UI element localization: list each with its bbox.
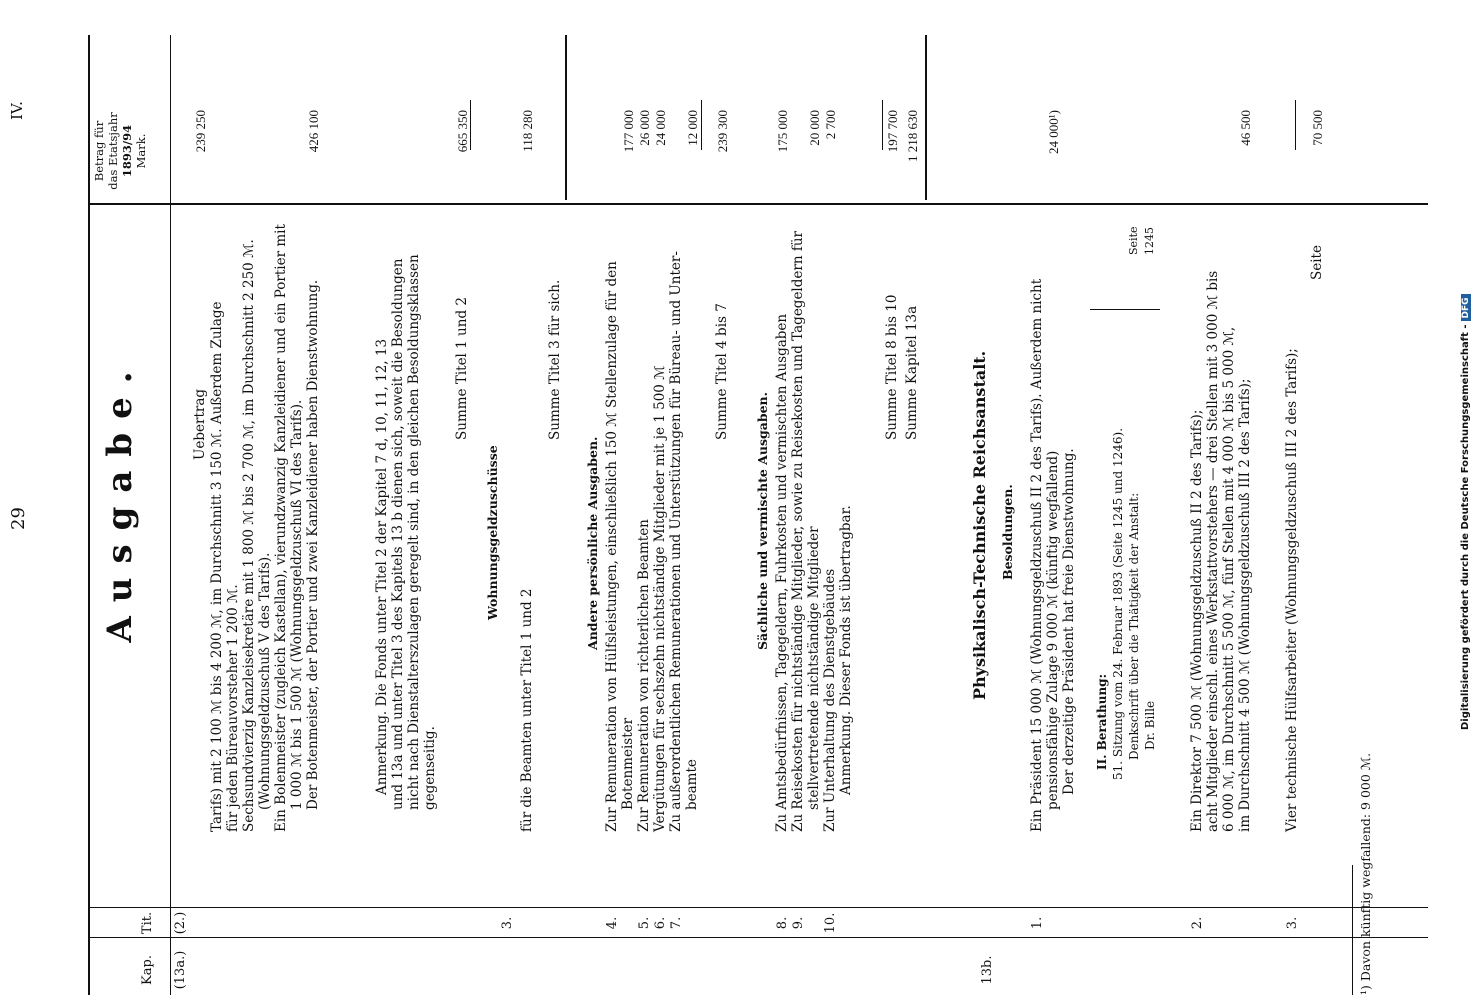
summe-titel-8-10: Summe Titel 8 bis 10	[884, 294, 900, 440]
sum-rule-1	[470, 100, 471, 150]
line-huelfsarbeiter: Vier technische Hülfsarbeiter (Wohnungsgeldzuschuß III 2 des Tarifs);	[1284, 348, 1300, 832]
amount-175000: 175 000	[775, 110, 790, 153]
amount-2700: 2 700	[823, 110, 838, 140]
tit-3b: 3.	[1285, 916, 1300, 930]
text-amount-divider	[88, 203, 1428, 205]
line-verguetungen: Vergütungen für sechszehn nichtständige Mitglieder mit je 1 500 ℳ	[652, 365, 668, 832]
page-number: 29	[8, 507, 29, 530]
kap-tit-divider	[88, 937, 1428, 938]
line-bureauvorsteher: für jeden Büreauvorsteher 1 200 ℳ.	[225, 584, 241, 832]
line-remuneration-huelfsleistungen: Zur Remuneration von Hülfsleistungen, einschließlich 150 ℳ Stellenzulage für den	[604, 261, 620, 832]
line-durchschnitt-4500: im Durchschnitt 4 500 ℳ (Wohnungsgeldzuschuß III 2 des Tarifs);	[1237, 378, 1253, 832]
amount-239300: 239 300	[715, 110, 730, 153]
line-anmerkung-2: und 13a und unter Titel 3 des Kapitels 13 b dienen sich, soweit die Besoldungen	[390, 258, 406, 810]
dfg-logo: DFG	[1461, 294, 1471, 321]
footnote-rule	[1352, 865, 1353, 995]
heading-wohnungsgeld: Wohnungsgeldzuschüsse	[485, 445, 500, 620]
line-richterliche-beamte: Zur Remuneration von richterlichen Beamten	[636, 519, 652, 832]
line-dienstwohnung: Der Botenmeister, der Portier und zwei Kanzleidiener haben Dienstwohnung.	[305, 279, 321, 810]
line-stellvertretende: stellvertretende nichtständige Mitglieder	[806, 526, 822, 810]
line-tarifs: Tarifs) mit 2 100 ℳ bis 4 200 ℳ, im Durchschnitt 3 150 ℳ. Außerdem Zulage	[209, 301, 225, 832]
sum-rule-3	[701, 100, 702, 150]
summe-kapitel-13a: Summe Kapitel 13a	[904, 305, 920, 440]
line-reisekosten: Zu Reisekosten für nichtständige Mitglieder, sowie zu Reisekosten und Tagegeldern für	[790, 231, 806, 832]
heading-besoldungen: Besoldungen.	[1000, 484, 1015, 580]
summe-titel-1-2: Summe Titel 1 und 2	[454, 297, 470, 440]
line-wohnungsgeld-vi: 1 000 ℳ bis 1 500 ℳ (Wohnungsgeldzuschuß VI des Tarifs).	[289, 399, 305, 810]
line-dr-bille: Dr. Bille	[1143, 700, 1157, 750]
seite-label: Seite	[1127, 226, 1140, 255]
tit-9: 9.	[791, 916, 806, 930]
line-sitzung: 51. Sitzung vom 24. Februar 1893 (Seite 1245 und 1246).	[1111, 427, 1125, 780]
col-tit-header: Tit.	[140, 911, 155, 935]
seite-1245: 1245	[1143, 227, 1156, 255]
roman-marker: IV.	[8, 101, 26, 120]
frame-top	[88, 35, 90, 995]
amount-24000-note: 24 000¹)	[1046, 110, 1061, 154]
line-anmerkung-1: Anmerkung. Die Fonds unter Titel 2 der Kapitel 7 d, 10, 11, 12, 13	[374, 338, 390, 795]
heading-andere-ausgaben: Andere persönliche Ausgaben.	[585, 436, 600, 650]
line-beamte: beamte	[684, 759, 700, 810]
sum-rule-2	[565, 35, 567, 200]
amount-12000: 12 000	[685, 110, 700, 146]
line-praesident: Ein Präsident 15 000 ℳ (Wohnungsgeldzuschuß II 2 des Tarifs). Außerdem nicht	[1029, 278, 1045, 832]
amount-118280: 118 280	[520, 110, 535, 152]
line-ausserordentliche: Zu außerordentlichen Remunerationen und Unterstützungen für Büreau- und Unter-	[668, 251, 684, 832]
sum-rule-6	[1295, 100, 1296, 150]
amount-46500: 46 500	[1238, 110, 1253, 146]
summe-titel-3: Summe Titel 3 für sich.	[547, 279, 563, 440]
col-betrag-header: Betrag für das Etatsjahr 1893/94 Mark.	[92, 112, 148, 190]
tit-7: 7.	[669, 916, 684, 930]
tit-8: 8.	[775, 916, 790, 930]
heading-saechliche: Sächliche und vermischte Ausgaben.	[755, 392, 770, 650]
sum-rule-4	[882, 100, 883, 150]
footnote: ¹) Davon künftig wegfallend: 9 000 ℳ.	[1358, 752, 1373, 995]
line-anmerkung-uebertragbar: Anmerkung. Dieser Fonds ist übertragbar.	[838, 505, 854, 795]
line-berathung: II. Berathung:	[1095, 674, 1109, 770]
amount-1218630: 1 218 630	[905, 110, 920, 162]
line-beamte-titel-1-2: für die Beamten unter Titel 1 und 2	[519, 588, 535, 832]
kap-13a: (13a.)	[173, 950, 188, 990]
dfg-attribution: Digitalisierung gefördert durch die Deutsche Forschungsgemeinschaft -DFG	[1460, 294, 1471, 730]
berathung-bracket	[1090, 309, 1160, 310]
line-anmerkung-4: gegenseitig.	[422, 726, 438, 810]
line-botenmeister: Ein Bolenmeister (zugleich Kastellan), vierundzwanzig Kanzleidiener und ein Portier mit	[273, 224, 289, 832]
line-kanzleisekretaere: Sechsundvierzig Kanzleisekretäre mit 1 800 ℳ bis 2 700 ℳ, im Durchschnitt 2 250 ℳ.	[241, 239, 257, 832]
amount-24000: 24 000	[653, 110, 668, 146]
seite-footer-label: Seite	[1309, 245, 1325, 280]
kap-13b: 13b.	[980, 955, 995, 985]
line-dienstgebaeude: Zur Unterhaltung des Dienstgebäudes	[822, 568, 838, 832]
frame-head-line	[170, 35, 171, 995]
sum-rule-5	[925, 35, 927, 200]
tit-5: 5.	[637, 916, 652, 930]
amount-177000: 177 000	[621, 110, 636, 153]
col-kap-header: Kap.	[140, 955, 155, 985]
ausgabe-heading: Ausgabe.	[100, 357, 140, 643]
tit-6: 6.	[653, 916, 668, 930]
heading-reichsanstalt: Physikalisch-Technische Reichsanstalt.	[970, 350, 989, 700]
tit-4: 4.	[605, 916, 620, 930]
line-durchschnitt-5500: 6 000 ℳ, im Durchschnitt 5 500 ℳ, fünf Stellen mit 4 000 ℳ bis 5 000 ℳ,	[1221, 326, 1237, 832]
line-amtsbeduerfnisse: Zu Amtsbedürfnissen, Tagegeldern, Fuhrkosten und vermischten Ausgaben	[774, 313, 790, 832]
tit-1: 1.	[1030, 916, 1045, 930]
line-wohnungsgeld-v: (Wohnungsgeldzuschuß V des Tarifs).	[257, 552, 273, 810]
line-botenmeister-2: Botenmeister	[620, 717, 636, 810]
line-freie-dienstwohnung: Der derzeitige Präsident hat freie Dienstwohnung.	[1061, 448, 1077, 795]
tit-10: 10.	[823, 912, 838, 934]
line-denkschrift: Denkschrift über die Thätigkeit der Anstalt:	[1127, 492, 1141, 760]
amount-70500: 70 500	[1310, 110, 1325, 146]
amount-426100: 426 100	[306, 110, 321, 153]
amount-665350: 665 350	[455, 110, 470, 153]
summe-titel-4-7: Summe Titel 4 bis 7	[714, 303, 730, 440]
tit-text-divider	[88, 907, 1428, 908]
amount-20000: 20 000	[807, 110, 822, 146]
tit-2b: 2.	[1190, 916, 1205, 930]
amount-197700: 197 700	[885, 110, 900, 153]
amount-26000: 26 000	[637, 110, 652, 146]
uebertrag-label: Uebertrag	[192, 388, 208, 460]
line-zulage: pensionsfähige Zulage 9 000 ℳ (künftig wegfallend)	[1045, 450, 1061, 810]
line-anmerkung-3: nicht nach Dienstalterszulagen geregelt sind, in den gleichen Besoldungsklassen	[406, 254, 422, 810]
amount-uebertrag: 239 250	[193, 110, 208, 153]
tit-2: (2.)	[173, 911, 188, 935]
tit-3: 3.	[500, 916, 515, 930]
line-direktor: Ein Direktor 7 500 ℳ (Wohnungsgeldzuschuß II 2 des Tarifs);	[1189, 409, 1205, 832]
line-acht-mitglieder: acht Mitglieder einschl. eines Werkstattvorstehers — drei Stellen mit 3 000 ℳ bis	[1205, 270, 1221, 832]
